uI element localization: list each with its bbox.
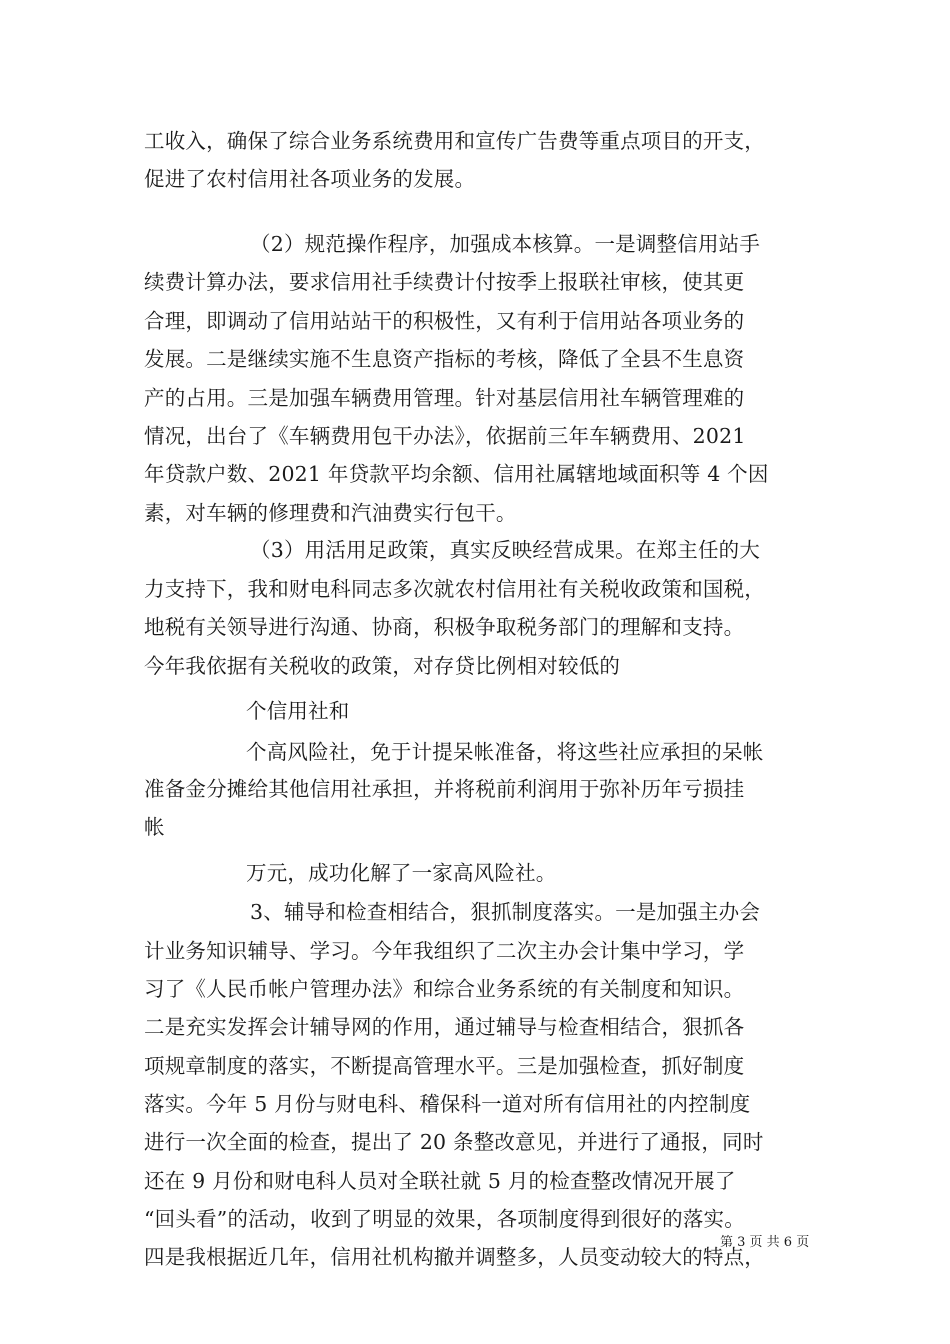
text-line: 素，对车辆的修理费和汽油费实行包干。 xyxy=(144,501,517,525)
text-line: 合理，即调动了信用站站干的积极性，又有利于信用站各项业务的 xyxy=(144,309,745,333)
text-line: 续费计算办法，要求信用社手续费计付按季上报联社审核，使其更 xyxy=(144,270,745,294)
text-line: 二是充实发挥会计辅导网的作用，通过辅导与检查相结合，狠抓各 xyxy=(144,1015,745,1039)
text-line: 促进了农村信用社各项业务的发展。 xyxy=(144,167,476,191)
text-line: 四是我根据近几年，信用社机构撤并调整多，人员变动较大的特点， xyxy=(144,1245,765,1269)
text-line: 计业务知识辅导、学习。今年我组织了二次主办会计集中学习，学 xyxy=(144,939,745,963)
text-line: 发展。二是继续实施不生息资产指标的考核，降低了全县不生息资 xyxy=(144,347,745,371)
text-line: 落实。今年 5 月份与财电科、稽保科一道对所有信用社的内控制度 xyxy=(144,1092,751,1116)
text-line: 3、辅导和检查相结合，狠抓制度落实。一是加强主办会 xyxy=(250,900,761,924)
text-line: 习了《人民币帐户管理办法》和综合业务系统的有关制度和知识。 xyxy=(144,977,745,1001)
text-line: （2）规范操作程序，加强成本核算。一是调整信用站手 xyxy=(250,232,761,256)
text-line: 今年我依据有关税收的政策，对存贷比例相对较低的 xyxy=(144,654,621,678)
text-line: 地税有关领导进行沟通、协商，积极争取税务部门的理解和支持。 xyxy=(144,615,745,639)
text-line: 帐 xyxy=(144,815,165,839)
text-line: 还在 9 月份和财电科人员对全联社就 5 月的检查整改情况开展了 xyxy=(144,1169,736,1193)
text-line: 进行一次全面的检查，提出了 20 条整改意见，并进行了通报，同时 xyxy=(144,1130,764,1154)
text-line: 工收入，确保了综合业务系统费用和宣传广告费等重点项目的开支， xyxy=(144,129,765,153)
text-line: 万元，成功化解了一家高风险社。 xyxy=(246,861,557,885)
text-line: 年贷款户数、2021 年贷款平均余额、信用社属辖地域面积等 4 个因 xyxy=(144,462,769,486)
text-line: 力支持下，我和财电科同志多次就农村信用社有关税收政策和国税， xyxy=(144,577,765,601)
text-line: 个高风险社，免于计提呆帐准备，将这些社应承担的呆帐 xyxy=(246,740,764,764)
text-line: 产的占用。三是加强车辆费用管理。针对基层信用社车辆管理难的 xyxy=(144,386,745,410)
text-line: 准备金分摊给其他信用社承担，并将税前利润用于弥补历年亏损挂 xyxy=(144,777,745,801)
text-line: 项规章制度的落实，不断提高管理水平。三是加强检查，抓好制度 xyxy=(144,1054,745,1078)
text-line: （3）用活用足政策，真实反映经营成果。在郑主任的大 xyxy=(250,538,761,562)
text-line: 个信用社和 xyxy=(246,699,350,723)
text-line: 情况，出台了《车辆费用包干办法》，依据前三年车辆费用、2021 xyxy=(144,424,746,448)
text-line: “回头看”的活动，收到了明显的效果，各项制度得到很好的落实。 xyxy=(144,1207,745,1231)
page-number: 第 3 页 共 6 页 xyxy=(720,1235,810,1250)
